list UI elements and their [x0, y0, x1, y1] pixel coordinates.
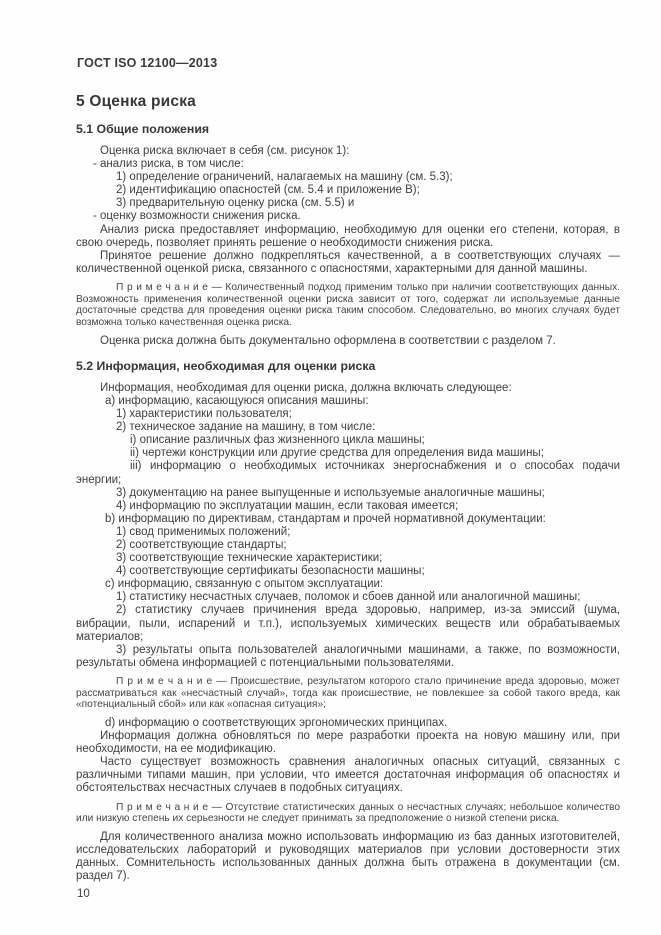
paragraph: Принятое решение должно подкрепляться качественной, а в соответствующих случаях — количественной оценкой риска, связанного с опасностями, характерными для данной машины. — [76, 249, 620, 275]
list-item-roman: i) описание различных фаз жизненного цикла машины; — [130, 434, 425, 447]
page-number: 10 — [77, 888, 90, 901]
note-paragraph: П р и м е ч а н и е — Количественный подход применим только при наличии соответствующих данных. Возможность применения количественной оценки риска зависит от того, содержат ли используемые данные достаточные средства для проведения оценки риска таким способом. Следовательно, во многих случаях будет возможна только качественная оценка риска. — [76, 281, 620, 329]
note-paragraph: П р и м е ч а н и е — Происшествие, результатом которого стало причинение вреда здоровью, может рассматриваться как «несчастный случай», тогда как происшествие, не повлекшее за собой такого вреда, как «потенциальный сбой» или как «опасная ситуация»; — [76, 675, 620, 711]
list-item-dash: - оценку возможности снижения риска. — [93, 210, 301, 223]
paragraph: Для количественного анализа можно использовать информацию из баз данных изготовителей, исследовательских лабораторий и руководящих материалов при условии достоверности этих данных. Сомнительность использованных данных должна быть отражена в документации (см. раздел 7). — [76, 830, 620, 883]
list-item-numbered: 1) статистику несчастных случаев, поломок и сбоев данной или аналогичной машины; — [116, 591, 581, 604]
list-item-numbered: 2) статистику случаев причинения вреда здоровью, например, из-за эмиссий (шума, вибрации, пыли, испарений и т.п.), используемых химических веществ или обрабатываемых материалов; — [76, 604, 620, 643]
paragraph: Информация должна обновляться по мере разработки проекта на новую машину или, при необходимости, на ее модификацию. — [76, 730, 620, 756]
subsection-title: 5.1 Общие положения — [76, 122, 210, 136]
list-item-numbered: 1) характеристики пользователя; — [116, 408, 292, 421]
list-item-numbered: 4) информацию по эксплуатации машин, если таковая имеется; — [116, 499, 459, 512]
paragraph: Информация, необходимая для оценки риска, должна включать следующее: — [100, 381, 512, 394]
list-item-dash: - анализ риска, в том числе: — [93, 158, 244, 171]
list-item-lettered: b) информацию по директивам, стандартам и прочей нормативной документации: — [105, 512, 546, 525]
list-item-roman: ii) чертежи конструкции или другие средства для определения вида машины; — [130, 447, 544, 460]
list-item-numbered: 1) свод применимых положений; — [116, 525, 291, 538]
document-content — [76, 93, 620, 883]
note-paragraph: П р и м е ч а н и е — Отсутствие статистических данных о несчастных случаях; небольшое количество или низкую степень их серьезности не следует принимать за предположение о низкой степени риска. — [76, 801, 620, 825]
paragraph: Оценка риска включает в себя (см. рисунок 1): — [100, 145, 350, 157]
list-item-roman: iii) информацию о необходимых источниках энергоснабжения и о способах подачи энергии; — [76, 460, 620, 486]
list-item-numbered: 4) соответствующие сертификаты безопасности машины; — [116, 565, 425, 578]
list-item-lettered: a) информацию, касающуюся описания машины: — [105, 394, 369, 407]
list-item-numbered: 2) соответствующие стандарты; — [116, 538, 287, 551]
list-item-lettered: c) информацию, связанную с опытом эксплуатации: — [105, 578, 384, 591]
running-header: ГОСТ ISO 12100—2013 — [77, 56, 218, 70]
list-item-numbered: 2) идентификацию опасностей (см. 5.4 и приложение B); — [116, 184, 420, 197]
list-item-lettered: d) информацию о соответствующих эргономических принципах. — [105, 717, 448, 730]
list-item-numbered: 3) документацию на ранее выпущенные и используемые аналогичные машины; — [116, 486, 545, 499]
list-item-numbered: 3) результаты опыта пользователей аналогичными машинами, а также, по возможности, результаты обмена информацией с потенциальными пользователями. — [76, 643, 620, 669]
list-item-numbered: 2) техническое задание на машину, в том числе: — [116, 421, 376, 434]
subsection-title: 5.2 Информация, необходимая для оценки риска — [76, 358, 376, 373]
list-item-numbered: 3) предварительную оценку риска (см. 5.5) и — [116, 197, 355, 210]
section-title: 5 Оценка риска — [76, 93, 196, 110]
paragraph: Оценка риска должна быть документально оформлена в соответствии с разделом 7. — [100, 334, 556, 347]
paragraph: Часто существует возможность сравнения аналогичных опасных ситуаций, связанных с различными типами машин, при условии, что имеется достаточная информация об опасностях и обстоятельствах несчастных случаев в подобных ситуациях. — [76, 756, 620, 795]
list-item-numbered: 1) определение ограничений, налагаемых на машину (см. 5.3); — [116, 171, 453, 184]
list-item-numbered: 3) соответствующие технические характеристики; — [116, 552, 383, 565]
paragraph: Анализ риска предоставляет информацию, необходимую для оценки его степени, которая, в свою очередь, позволяет принять решение о необходимости снижения риска. — [76, 223, 620, 249]
